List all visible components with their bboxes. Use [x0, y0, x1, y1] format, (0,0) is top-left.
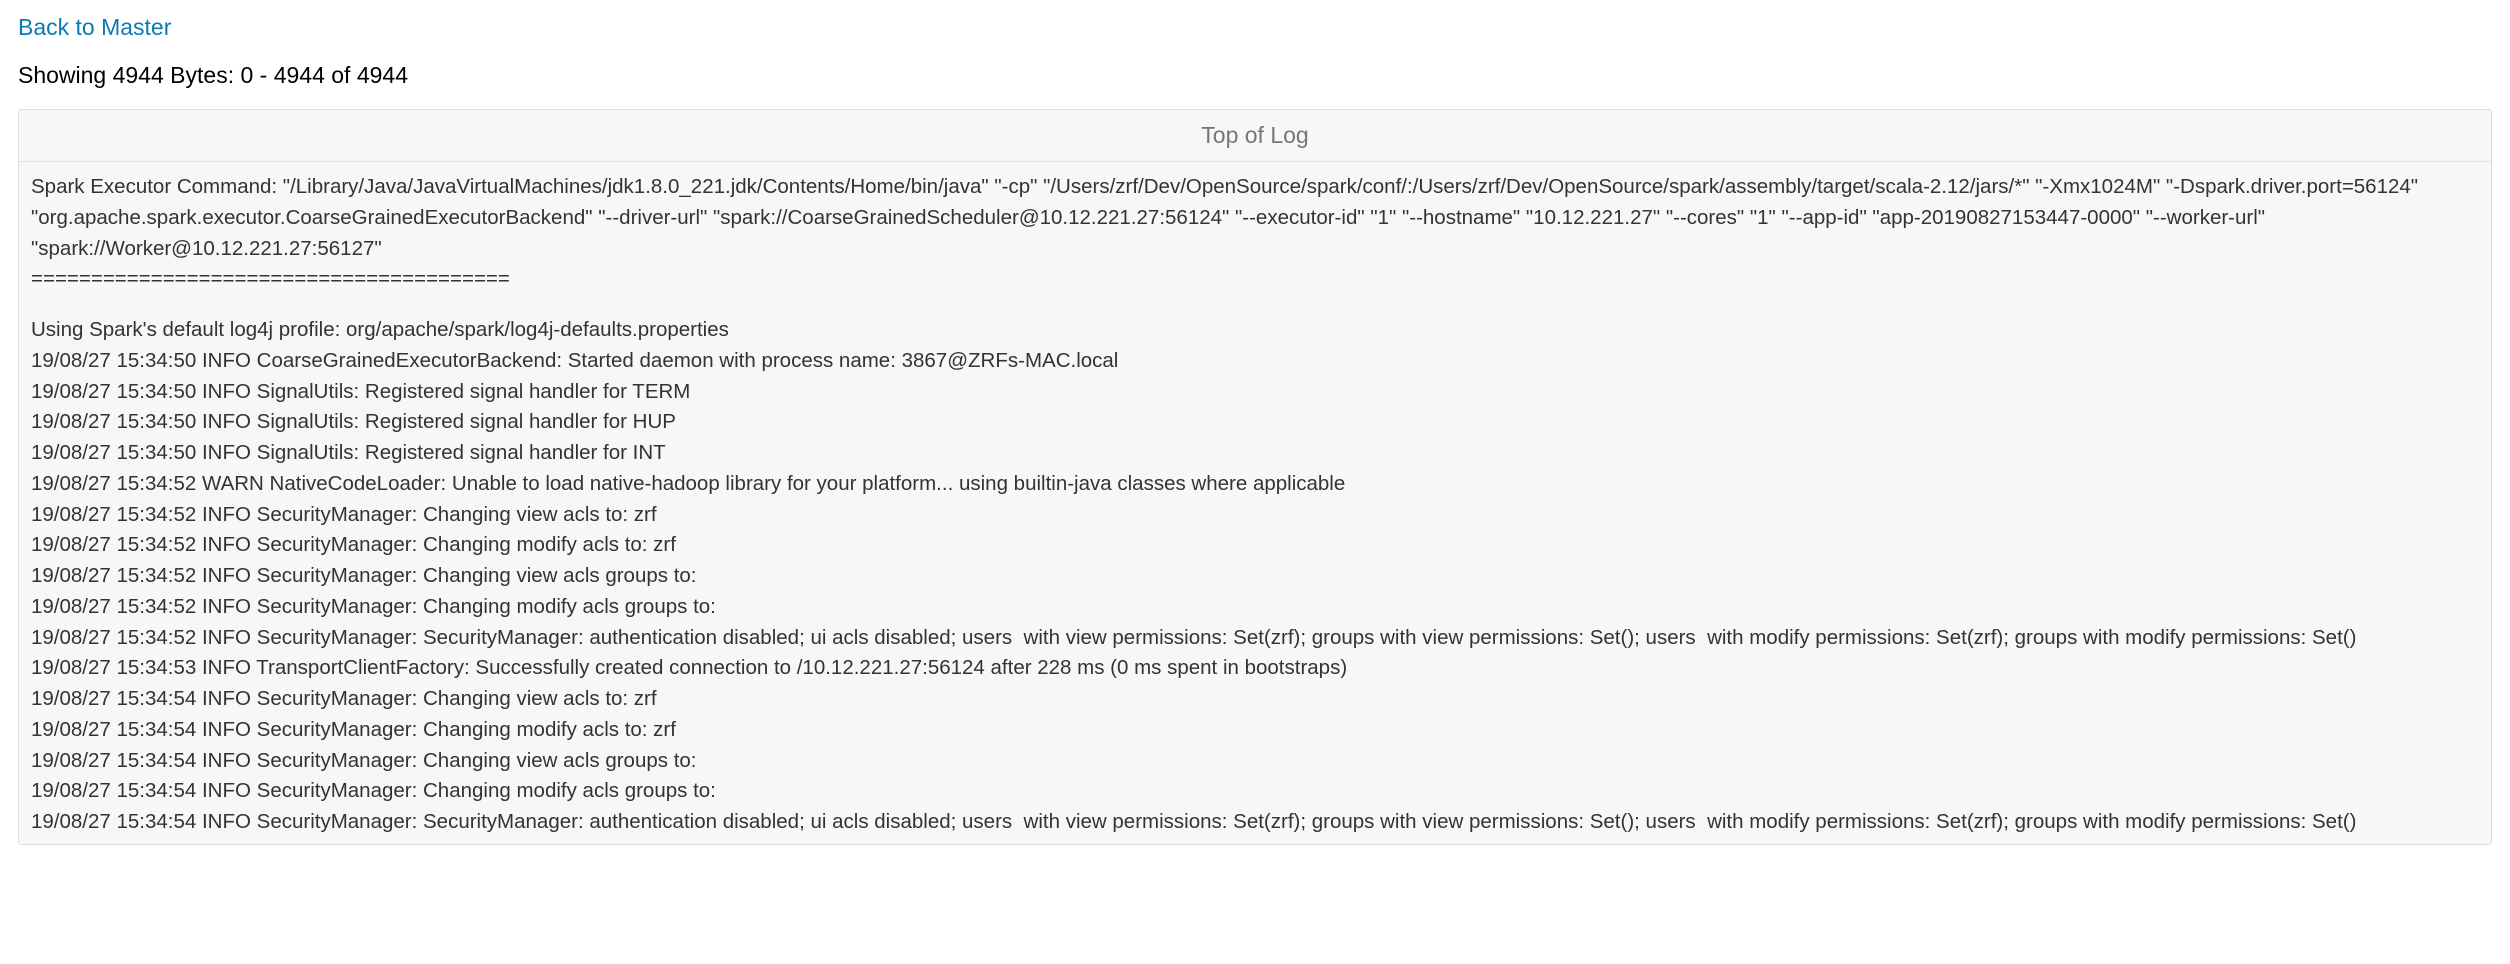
log-line: 19/08/27 15:34:52 INFO SecurityManager: Changing view acls to: zrf	[31, 502, 657, 526]
log-line: Using Spark's default log4j profile: org/apache/spark/log4j-defaults.properties	[31, 318, 729, 342]
log-line: 19/08/27 15:34:52 INFO SecurityManager: SecurityManager: authentication disabled; ui acls disabled; users with view permissions: Set(zrf); groups with view permissions: Set(); users with modify permissions: Set(zrf); groups with modify permissions: Set()	[31, 625, 2357, 649]
log-line: 19/08/27 15:34:50 INFO SignalUtils: Registered signal handler for INT	[31, 441, 666, 465]
log-panel	[18, 109, 2492, 845]
back-to-master-link[interactable]: Back to Master	[18, 14, 172, 40]
log-line: 19/08/27 15:34:50 INFO SignalUtils: Registered signal handler for TERM	[31, 379, 691, 403]
log-line: 19/08/27 15:34:52 WARN NativeCodeLoader: Unable to load native-hadoop library for your platform... using builtin-java classes where applicable	[31, 471, 1346, 495]
log-line: 19/08/27 15:34:52 INFO SecurityManager: Changing modify acls groups to:	[31, 594, 716, 618]
log-line: 19/08/27 15:34:50 INFO CoarseGrainedExecutorBackend: Started daemon with process name: 3867@ZRFs-MAC.local	[31, 348, 1119, 372]
log-line: 19/08/27 15:34:52 INFO SecurityManager: Changing modify acls to: zrf	[31, 533, 676, 557]
log-panel-header: Top of Log	[19, 110, 2491, 162]
log-line: 19/08/27 15:34:54 INFO SecurityManager: Changing modify acls to: zrf	[31, 717, 676, 741]
log-line	[31, 295, 2479, 315]
log-line: 19/08/27 15:34:53 INFO TransportClientFactory: Successfully created connection to /10.12.221.27:56124 after 228 ms (0 ms spent in bootstraps)	[31, 656, 1348, 680]
log-line: ========================================	[31, 267, 510, 291]
log-line: 19/08/27 15:34:54 INFO SecurityManager: Changing modify acls groups to:	[31, 779, 716, 803]
showing-bytes-status: Showing 4944 Bytes: 0 - 4944 of 4944	[18, 61, 409, 88]
log-line: 19/08/27 15:34:50 INFO SignalUtils: Registered signal handler for HUP	[31, 410, 676, 434]
log-line: 19/08/27 15:34:54 INFO SecurityManager: Changing view acls groups to:	[31, 748, 697, 772]
log-line: 19/08/27 15:34:52 INFO SecurityManager: Changing view acls groups to:	[31, 564, 697, 588]
log-content[interactable]	[19, 162, 2491, 844]
log-line: 19/08/27 15:34:54 INFO SecurityManager: SecurityManager: authentication disabled; ui acls disabled; users with view permissions: Set(zrf); groups with view permissions: Set(); users with modify permissions: Set(zrf); groups with modify permissions: Set()	[31, 810, 2357, 834]
log-line: Spark Executor Command: "/Library/Java/JavaVirtualMachines/jdk1.8.0_221.jdk/Contents/Home/bin/java" "-cp" "/Users/zrf/Dev/OpenSource/spark/conf/:/Users/zrf/Dev/OpenSource/spark/assembly/target/scala-2.12/jars/*" "-Xmx1024M" "-Dspark.driver.port=56124" "org.apache.spark.executor.CoarseGrainedExecutorBackend" "--driver-url" "spark://CoarseGrainedScheduler@10.12.221.27:56124" "--executor-id" "1" "--hostname" "10.12.221.27" "--cores" "1" "--app-id" "app-20190827153447-0000" "--worker-url" "spark://Worker@10.12.221.27:56127"	[31, 175, 2424, 260]
log-line: 19/08/27 15:34:54 INFO SecurityManager: Changing view acls to: zrf	[31, 687, 657, 711]
